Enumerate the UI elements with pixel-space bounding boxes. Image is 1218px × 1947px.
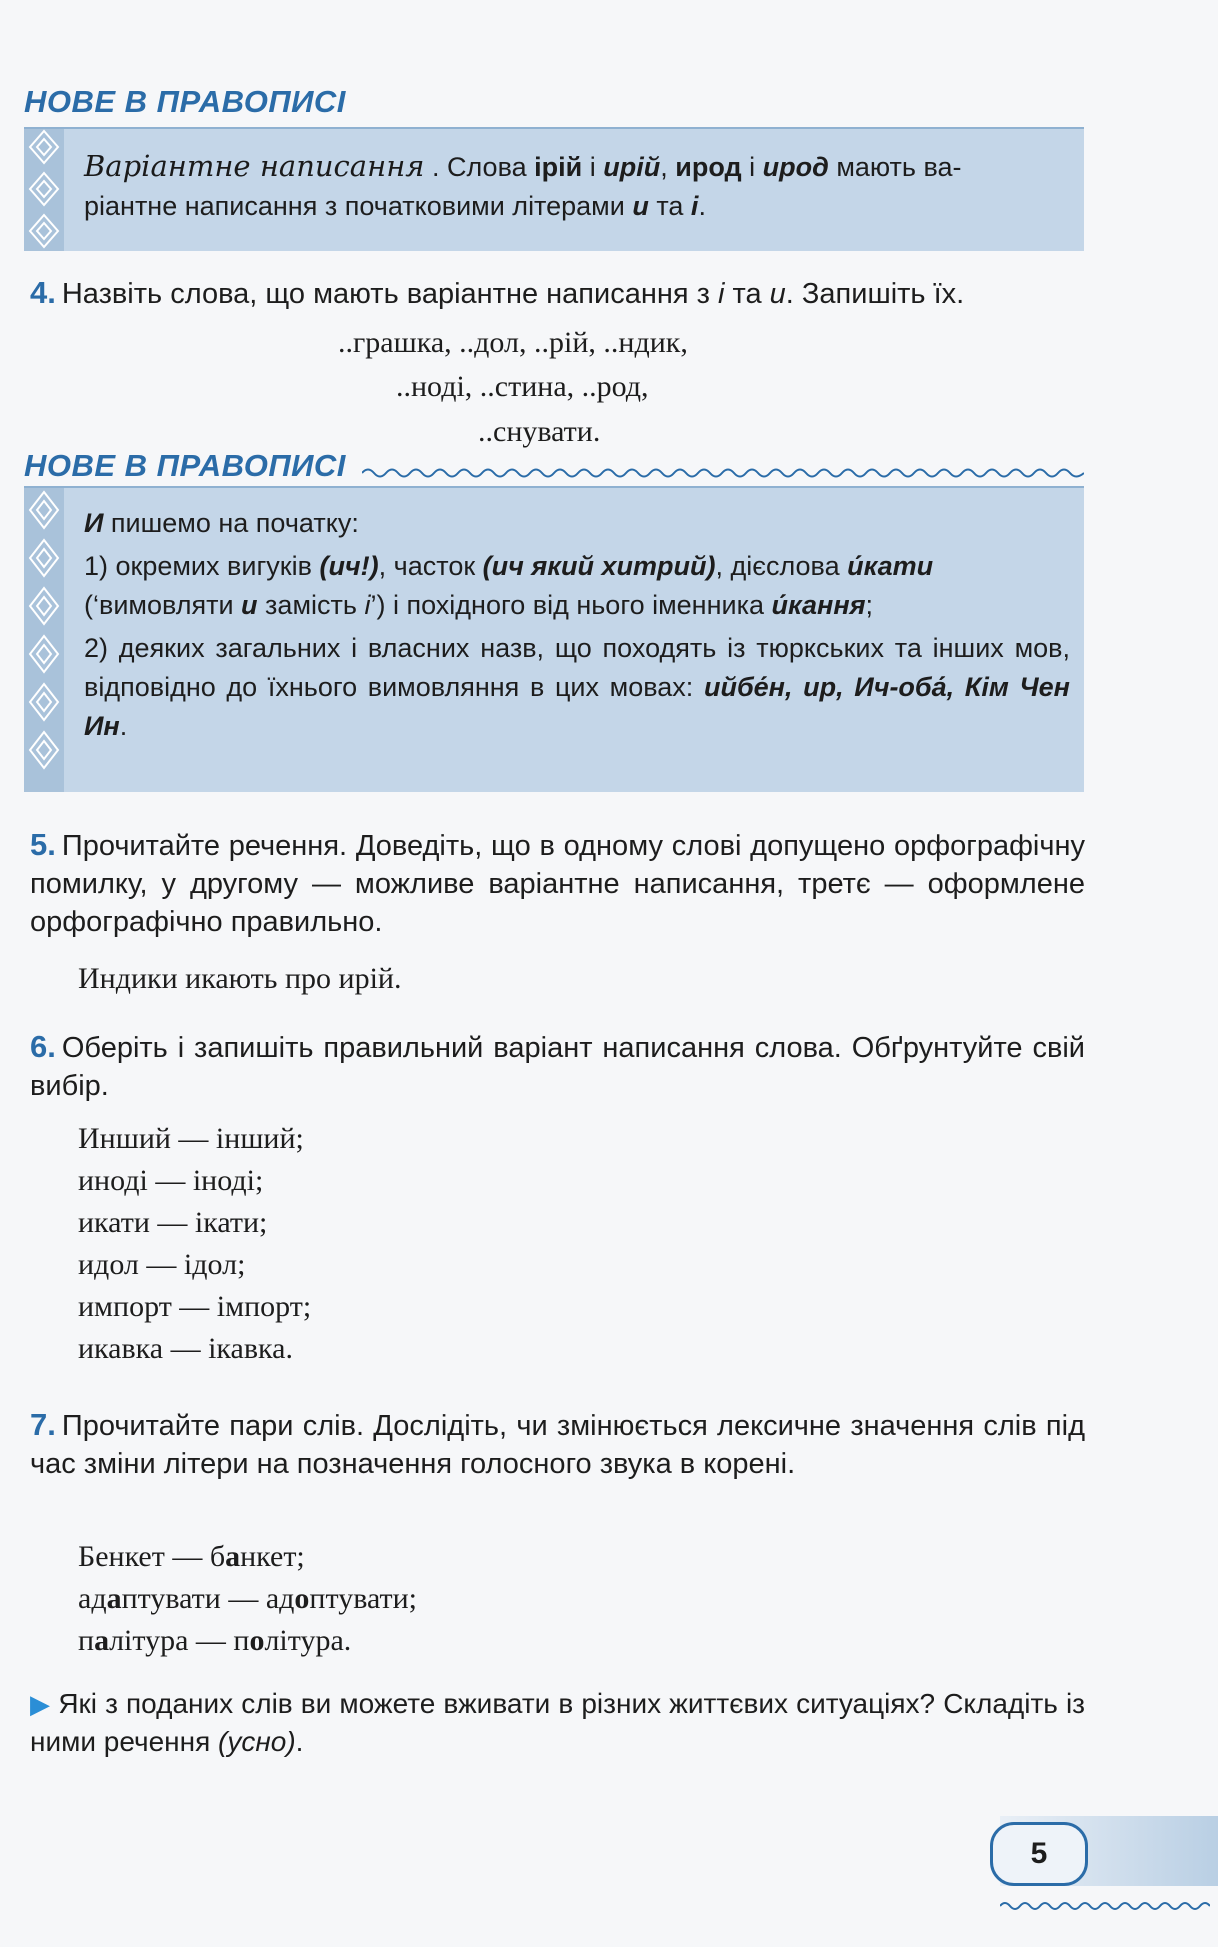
task-6 (30, 1028, 1085, 1105)
text-fragment: замість (257, 590, 365, 620)
text-fragment: і (741, 152, 763, 182)
letter-bold: И (84, 508, 104, 538)
text-fragment: та (648, 191, 691, 221)
text-fragment: літура — п (109, 1624, 250, 1657)
ornament-icon (24, 488, 64, 792)
text-fragment: літура. (264, 1624, 352, 1657)
section-title-2: НОВЕ В ПРАВОПИСІ (24, 448, 346, 483)
text-fragment: і (582, 152, 604, 182)
task-number: 6. (30, 1029, 56, 1064)
task-text: . Запишіть їх. (785, 278, 965, 310)
question-text: . (295, 1726, 304, 1757)
task-5-sentence: Индики икають про ирій. (78, 962, 402, 995)
rule-box-text (84, 504, 1070, 746)
letter-bold: і (690, 191, 699, 221)
vowel-bold: а (94, 1624, 110, 1657)
letter-italic: і (717, 278, 725, 310)
word-bold: ирод (675, 152, 742, 182)
letter-bold: и (632, 191, 649, 221)
text-fragment: . (698, 191, 706, 221)
vowel-bold: а (225, 1540, 241, 1573)
ornament-border (24, 488, 64, 792)
text-fragment: п (78, 1624, 95, 1657)
text-fragment: птувати — ад (121, 1582, 295, 1615)
word-pair: импорт — імпорт; (78, 1290, 312, 1323)
word-pair: иноді — іноді; (78, 1164, 264, 1197)
task-text: та (724, 278, 770, 310)
task-6-word-pairs (78, 1118, 311, 1370)
text-fragment: . Слова (424, 152, 535, 182)
word-pair: икати — ікати; (78, 1206, 268, 1239)
task-number: 7. (30, 1407, 56, 1442)
task-number: 5. (30, 827, 56, 862)
example-bold: (ич який хитрий) (482, 551, 716, 581)
example-bold: и́кання (771, 590, 866, 620)
footer-wave (1000, 1900, 1210, 1912)
text-fragment: нкет; (240, 1540, 305, 1573)
text-fragment: . (119, 711, 128, 741)
question-text: Які з поданих слів ви можете вживати в різних життєвих ситуаціях? Складіть із ними речення (30, 1688, 1086, 1757)
page-number: 5 (990, 1822, 1088, 1886)
letter-italic: і (364, 590, 371, 620)
task-4-words-line-2: ..ноді, ..стина, ..род, (396, 370, 649, 403)
task-4-words-line-3: ..снувати. (478, 415, 601, 448)
task-text: Оберіть і запишіть правильний варіант написання слова. Обґрунтуйте свій вибір. (30, 1032, 1085, 1102)
task-4-words-line-1: ..грашка, ..дол, ..рій, ..ндик, (338, 326, 688, 359)
example-bold: и́кати (847, 551, 934, 581)
text-fragment: ріантне написання з початковими літерами (84, 191, 633, 221)
letter-bold: и (241, 590, 258, 620)
text-fragment: ад (78, 1582, 107, 1615)
text-fragment: (‘вимовляти (84, 590, 242, 620)
word-pair (78, 1536, 417, 1578)
word-pair: Инший — інший; (78, 1122, 304, 1155)
word-pair: икавка — ікавка. (78, 1332, 293, 1365)
word-pair: идол — ідол; (78, 1248, 246, 1281)
task-7 (30, 1406, 1085, 1483)
vowel-bold: о (249, 1624, 265, 1657)
task-number: 4. (30, 275, 56, 310)
word-pair (78, 1578, 417, 1620)
follow-up-question (30, 1685, 1085, 1761)
ornament-border (24, 129, 64, 251)
text-fragment: 1) окремих вигуків (84, 551, 320, 581)
rule-box-variant-spelling (24, 127, 1084, 251)
question-italic: (усно) (218, 1726, 296, 1757)
text-fragment: мають ва- (828, 152, 962, 182)
rule-box-letter-y (24, 486, 1084, 792)
ornament-icon (24, 129, 64, 251)
example-bold: (ич!) (319, 551, 379, 581)
word-bold: ирод (762, 152, 829, 182)
word-pair (78, 1620, 417, 1662)
text-fragment: Бенкет — б (78, 1540, 226, 1573)
text-fragment: , дієслова (715, 551, 848, 581)
task-4 (30, 274, 1085, 313)
example-bold: ийбе́н, ир, Ич-оба́, Кім Чен Ин (84, 672, 1070, 741)
task-text: Назвіть слова, що мають варіантне написання з (61, 278, 718, 310)
triangle-bullet-icon: ▶ (30, 1689, 51, 1719)
wave-divider (362, 466, 1084, 480)
task-5 (30, 826, 1085, 941)
task-text: Прочитайте пари слів. Дослідіть, чи змінюється лексичне значення слів під час зміни літери на позначення голосного звука в корені. (30, 1410, 1085, 1480)
text-fragment: ; (865, 590, 874, 620)
letter-italic: и (769, 278, 786, 310)
vowel-bold: о (294, 1582, 310, 1615)
text-fragment: птувати; (309, 1582, 417, 1615)
text-fragment: пишемо на початку: (103, 508, 359, 538)
term-handwritten: Варіантне написання (84, 149, 425, 183)
text-fragment: , (660, 152, 676, 182)
text-fragment: , часток (378, 551, 483, 581)
task-text: Прочитайте речення. Доведіть, що в одному слові допущено орфографічну помилку, у другому — можливе варіантне написання, третє — оформлене орфографічно правильно. (30, 830, 1085, 938)
task-7-word-pairs (78, 1536, 417, 1662)
word-bold: ірій (534, 152, 583, 182)
text-fragment: 2) деяких загальних і власних назв, що походять із тюркських та інших мов, відповідно до їхнього вимовляння в цих мовах: (84, 633, 1070, 702)
vowel-bold: а (106, 1582, 122, 1615)
section-title-1: НОВЕ В ПРАВОПИСІ (24, 84, 346, 119)
word-bold: ирій (603, 152, 661, 182)
rule-box-text (84, 147, 1070, 226)
text-fragment: ’) і похідного від нього іменника (370, 590, 772, 620)
